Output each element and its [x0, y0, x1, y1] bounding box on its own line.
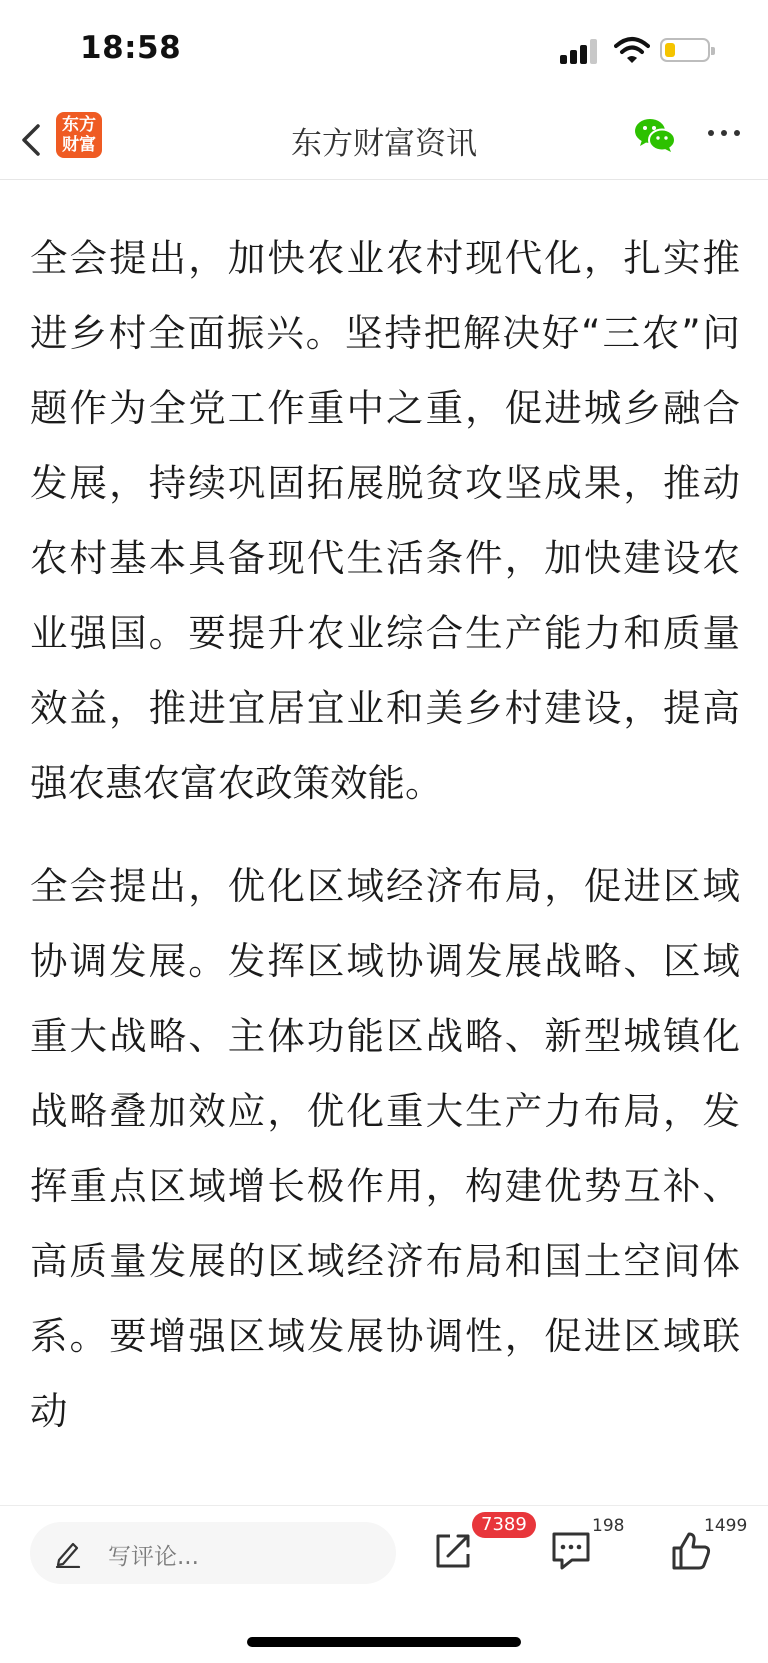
logo-line-2: 财富 — [62, 135, 96, 155]
cellular-signal-icon — [560, 38, 600, 64]
status-bar — [0, 0, 768, 100]
app-logo-icon[interactable] — [56, 112, 102, 158]
pen-icon — [54, 1538, 82, 1568]
home-indicator[interactable] — [247, 1637, 521, 1647]
share-icon[interactable] — [430, 1528, 476, 1574]
status-time: 18:58 — [80, 30, 182, 66]
page-title: 东方财富资讯 — [291, 126, 477, 162]
comment-input[interactable] — [30, 1522, 396, 1584]
battery-icon — [660, 38, 710, 62]
nav-bar — [0, 100, 768, 180]
comment-placeholder: 写评论... — [108, 1544, 199, 1570]
article-paragraph — [30, 180, 740, 193]
comment-icon[interactable] — [548, 1528, 594, 1574]
wechat-icon[interactable] — [634, 116, 676, 154]
more-icon[interactable] — [708, 126, 742, 140]
article-paragraph: 全会提出，加快农业农村现代化，扎实推进乡村全面振兴。坚持把解决好“三农”问题作为全党工作重中之重，促进城乡融合发展，持续巩固拓展脱贫攻坚成果，推动农村基本具备现代生活条件，加快建设农业强国。要提升农业综合生产能力和质量效益，推进宜居宜业和美乡村建设，提高强农惠农富农政策效能。 — [30, 236, 740, 805]
wifi-icon — [614, 36, 650, 64]
share-count-badge: 7389 — [472, 1512, 536, 1538]
logo-line-1: 东方 — [62, 115, 96, 135]
battery-level — [665, 43, 675, 57]
article-paragraph: 全会提出，优化区域经济布局，促进区域协调发展。发挥区域协调发展战略、区域重大战略、主体功能区战略、新型城镇化战略叠加效应，优化重大生产力布局，发挥重点区域增长极作用，构建优势互补、高质量发展的区域经济布局和国土空间体系。要增强区域发展协调性，促进区域联动 — [30, 864, 740, 1433]
like-count: 1499 — [704, 1516, 748, 1536]
comment-count: 198 — [592, 1516, 625, 1536]
article-body — [0, 180, 768, 1510]
back-icon[interactable] — [14, 120, 50, 160]
